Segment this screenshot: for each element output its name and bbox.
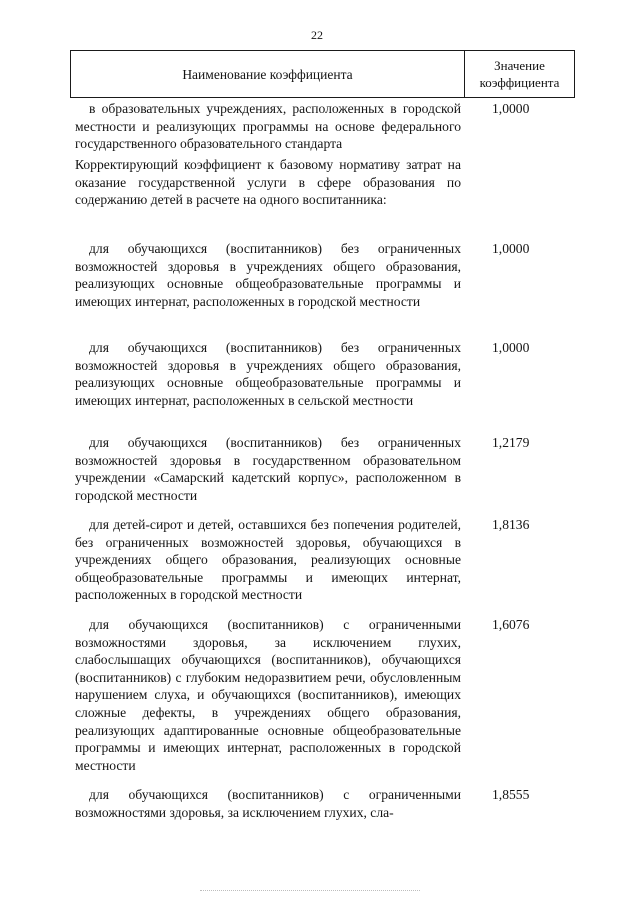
- coefficient-description: для детей-сирот и детей, оставшихся без попечения родителей, без ограниченных возможностей здоровья, обучающихся в учреждениях общего образования, реализующих основные общеобразовательные программы и имеющих интернат, расположенных в городской местности: [75, 517, 461, 603]
- coefficient-description: в образовательных учреждениях, расположенных в городской местности и реализующих программы на основе федерального государственного образовательного стандарта: [75, 101, 461, 152]
- table-header: [70, 50, 575, 98]
- coefficient-description: для обучающихся (воспитанников) с ограниченными возможностями здоровья, за исключением глухих, слабослышащих обучающихся (воспитанников), обучающихся (воспитанников) с глубоким недоразвитием речи, обусловленным нарушением слуха, и обучающихся (воспитанников), имеющих сложные дефекты, в учреждениях общего образования, реализующих адаптированные основные общеобразовательные программы и имеющих интернат, расположенных в городской местности: [75, 617, 461, 773]
- coefficient-value: 1,0000: [492, 241, 530, 256]
- column-header-name: Наименование коэффициента: [71, 51, 465, 97]
- page-number: 22: [311, 28, 323, 42]
- column-header-value: Значение коэффициента: [479, 58, 560, 90]
- coefficient-description: для обучающихся (воспитанников) без ограниченных возможностей здоровья в учреждениях общего образования, реализующих основные общеобразовательные программы и имеющих интернат, расположенных в городской местности: [75, 241, 461, 309]
- coefficient-value: 1,0000: [492, 101, 530, 116]
- coefficient-value: 1,0000: [492, 340, 530, 355]
- scan-artifact: [200, 890, 420, 893]
- coefficient-description: для обучающихся (воспитанников) с ограниченными возможностями здоровья, за исключением глухих, сла-: [75, 787, 461, 820]
- coefficient-value: 1,8555: [492, 787, 530, 802]
- coefficient-value: 1,2179: [492, 435, 530, 450]
- coefficient-description: для обучающихся (воспитанников) без ограниченных возможностей здоровья в учреждениях общего образования, реализующих основные общеобразовательные программы и имеющих интернат, расположенных в сельской местности: [75, 340, 461, 408]
- coefficient-value: 1,8136: [492, 517, 530, 532]
- coefficient-description: Корректирующий коэффициент к базовому нормативу затрат на оказание государственной услуги в сфере образования по содержанию детей в расчете на одного воспитанника:: [75, 157, 461, 208]
- coefficient-description: для обучающихся (воспитанников) без ограниченных возможностей здоровья в государственном образовательном учреждении «Самарский кадетский корпус», расположенном в городской местности: [75, 435, 461, 503]
- coefficient-value: 1,6076: [492, 617, 530, 632]
